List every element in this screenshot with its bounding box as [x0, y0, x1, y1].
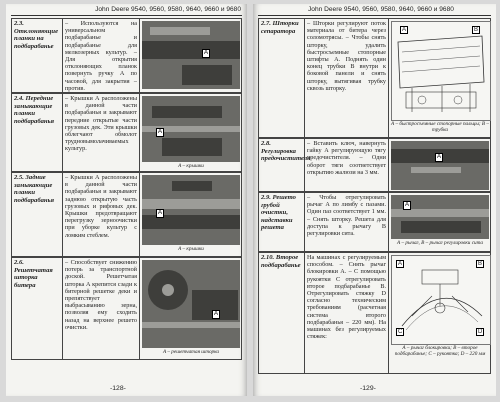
table-row: [11, 18, 242, 93]
row-title-cell: [259, 19, 305, 137]
row-text-cell: [305, 139, 389, 191]
photo-caption: А – рычаг, В – рычаг регулировки сита: [397, 240, 483, 246]
row-title-cell: [12, 19, 63, 92]
row-text-cell: [63, 173, 140, 256]
diagram-label: С: [398, 329, 403, 335]
diagram-caption: А – рычаг блокировки; В – второе подбарабанье; С – рукоятка; D – 220 мм: [394, 345, 486, 357]
table-row: [258, 138, 491, 192]
row-title-cell: [259, 193, 305, 251]
photo: [391, 141, 489, 190]
diagram-label: В: [474, 27, 479, 33]
photo: [142, 175, 240, 245]
diagram-label: В: [478, 261, 483, 267]
table-row: [11, 257, 242, 360]
photo-label: А: [158, 129, 163, 135]
photo-caption: А – решетчатая шторка: [162, 349, 220, 355]
photo-label: А: [437, 154, 442, 160]
row-title-cell: [12, 173, 63, 256]
row-title: 2.3. Отклоняющие планки на подбарабанье: [14, 20, 59, 50]
diagram-drawing: [392, 22, 490, 120]
table-row: [11, 93, 242, 172]
right-page: [253, 4, 496, 396]
photo-label: А: [214, 311, 219, 317]
running-header: John Deere 9540, 9560, 9580, 9640, 9660 и 9680: [95, 6, 241, 13]
row-text-cell: [63, 258, 140, 359]
diagram-label: А: [398, 261, 403, 267]
row-text: – Вставить ключ, навернуть гайку А регулирующую тягу предочистителя. – Одни оборот тяги соответствует открытию жалюзи на 3 мм.: [307, 140, 386, 176]
photo-caption: А – крышки: [178, 163, 204, 169]
header-rule: [11, 15, 242, 16]
photo-label: А: [405, 202, 410, 208]
row-text: – Используются на универсальном подбарабанье и подбарабанье для мелкозерных культур. – Для открытия отклоняющих планок повернуть ручку А по часовой, для закрытия – против.: [65, 20, 137, 92]
row-title: 2.8. Регулировка предочистителя: [261, 140, 311, 163]
row-text-cell: [63, 94, 140, 171]
row-title: 2.6. Решетчатая шторка битера: [14, 259, 53, 289]
technical-diagram: [391, 21, 491, 121]
row-title-cell: [12, 258, 63, 359]
row-text: – Крышки А расположены в данной части подбарабанья и закрывают заднюю открытую часть грузовых и рифовых дек. Крышки предотвращают перегрузку зерноочистки при уборке культур с ломким стеблем.: [65, 174, 137, 239]
row-title-cell: [12, 94, 63, 171]
row-text: – Крышки А расположены в данной части подбарабанья и закрывают передние открытые части грузовых дек. Эти крышки облегчают обмолот трудновымолачиваемых культур.: [65, 95, 137, 153]
row-title: 2.4. Передние замыкающие планки подбарабанья: [14, 95, 54, 125]
row-text: – Чтобы отрегулировать рычаг А по лимбу с пазами. Один паз соответствует 1 мм. – Снять шторку. Решета для доступа к рычагу В регулировки сита.: [307, 194, 386, 238]
photo: [142, 96, 240, 162]
row-title-cell: [259, 253, 305, 373]
page-number: -128-: [110, 385, 126, 392]
row-text-cell: [305, 193, 389, 251]
row-text-cell: [305, 253, 389, 373]
table-row: [258, 252, 491, 374]
table-row: [11, 172, 242, 257]
row-text: – Шторки регулируют поток материала от битера через соломотрясы. – Чтобы снять шторку, удалить быстросъемные стопорные штифты А. Поднять один конец трубки В внутри к боковой панели и снять шторку, вытягивая трубку сквозь шторку.: [307, 20, 386, 92]
diagram-label: D: [478, 329, 483, 335]
photo-label: А: [158, 210, 163, 216]
photo-label: А: [204, 50, 209, 56]
row-title: 2.10. Второе подбарабанье: [261, 254, 301, 269]
photo: [391, 195, 489, 239]
diagram-label: А: [402, 27, 407, 33]
row-title-cell: [259, 139, 311, 191]
row-title: 2.9. Решето грубой очистки, надставки решета: [261, 194, 296, 232]
row-text: – Способствует снижению потерь за транспортной доской. Решетчатая шторка А крепится сзади к битерной решетке деки и препятствует выбрасыванию зерна, позволяя ему сходить назад на верхнее решето очистки.: [65, 259, 137, 331]
technical-diagram: [391, 255, 491, 345]
table-row: [258, 18, 491, 138]
photo: [142, 21, 240, 89]
row-text-cell: [305, 19, 389, 137]
header-rule: [258, 15, 491, 16]
row-text: На машинах с регулируемым способом. – Снять рычаг блокировки А. – С помощью рукоятки С отрегулировать второе подбарабанье В. Отрегулировать стяжку D согласно техническим требованиям (расчетная система второго подбарабанья – 220 мм). На машинах без регулируемых стяжек:: [307, 254, 386, 341]
running-header: John Deere 9540, 9560, 9580, 9640, 9660 и 9680: [308, 6, 454, 13]
photo-caption: А – крышки: [178, 246, 204, 252]
photo: [142, 260, 240, 348]
left-page: [6, 4, 247, 396]
table-row: [258, 192, 491, 252]
row-title: 2.7. Шторки сепаратора: [261, 20, 299, 35]
row-text-cell: [63, 19, 140, 92]
row-title: 2.5. Задние замыкающие планки подбарабанья: [14, 174, 54, 204]
diagram-caption: А – быстросъемные стопорные пальцы; В – трубка: [391, 121, 489, 133]
page-number: -129-: [360, 385, 376, 392]
